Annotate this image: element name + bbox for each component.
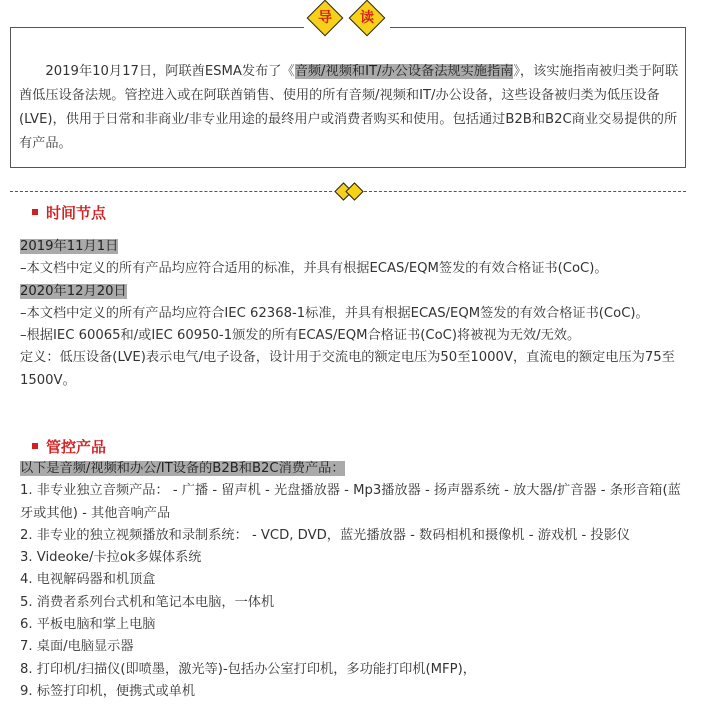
list-item: 6. 平板电脑和掌上电脑 bbox=[20, 617, 156, 633]
intro-text-before: 2019年10月17日，阿联酋ESMA发布了《 bbox=[45, 64, 295, 79]
list-item: 3. Videoke/卡拉ok多媒体系统 bbox=[20, 550, 202, 566]
timeline-item-2a: –本文档中定义的所有产品均应符合IEC 62368-1标准，并具有根据ECAS/EQM签发的有效合格证书(CoC)。 bbox=[20, 305, 649, 321]
date-tag-2: 2020年12月20日 bbox=[20, 283, 127, 299]
list-item: 5. 消费者系列台式机和笔记本电脑，一体机 bbox=[20, 594, 275, 610]
products-heading bbox=[32, 436, 106, 457]
square-bullet-icon bbox=[32, 443, 38, 449]
products-heading-label: 管控产品 bbox=[46, 438, 107, 456]
list-item: 7. 桌面/电脑显示器 bbox=[20, 639, 134, 655]
timeline-body bbox=[20, 236, 688, 392]
products-intro: 以下是音频/视频和办公/IT设备的B2B和B2C消费产品： bbox=[20, 461, 345, 476]
badge-char-2: 读 bbox=[360, 10, 374, 26]
square-bullet-icon bbox=[32, 209, 38, 215]
timeline-item-1: –本文档中定义的所有产品均应符合适用的标准，并具有根据ECAS/EQM签发的有效合格证书(CoC)。 bbox=[20, 261, 608, 277]
list-item: 8. 打印机/扫描仪(即喷墨，激光等)-包括办公室打印机，多功能打印机(MFP)， bbox=[20, 661, 476, 677]
list-item: 4. 电视解码器和机顶盒 bbox=[20, 572, 156, 588]
list-item: 9. 标签打印机，便携式或单机 bbox=[20, 683, 196, 699]
timeline-heading-label: 时间节点 bbox=[46, 204, 107, 222]
intro-text-after: 》，该实施指南被归类于阿联酋低压设备法规。管控进入或在阿联酋销售、使用的所有音频/视频和IT/办公设备，这些设备被归类为低压设备 (LVE)，供用于日常和非商业/非专业用途的最终用户或消费者购买和使用。包括通过B2B和B2C商业交易提供的所有产品。 bbox=[19, 64, 679, 151]
timeline-item-2b: –根据IEC 60065和/或IEC 60950-1颁发的所有ECAS/EQM合格证书(CoC)将被视为无效/无效。 bbox=[20, 328, 581, 344]
badge-diamond-2 bbox=[349, 0, 386, 36]
badge-diamond-1 bbox=[307, 0, 344, 36]
lve-definition: 定义：低压设备(LVE)表示电气/电子设备，设计用于交流电的额定电压为50至1000V，直流电的额定电压为75至1500V。 bbox=[20, 350, 675, 388]
list-item: 1. 非专业独立音频产品： - 广播 - 留声机 - 光盘播放器 - Mp3播放器 - 扬声器系统 - 放大器/扩音器 - 条形音箱(蓝牙或其他) - 其他音响产品 bbox=[20, 483, 681, 521]
intro-paragraph bbox=[19, 60, 679, 156]
intro-box bbox=[10, 27, 686, 168]
reading-guide-badge bbox=[304, 2, 390, 42]
divider-diamonds-icon bbox=[334, 182, 364, 202]
products-body bbox=[20, 458, 688, 703]
guide-title-highlight: 音频/视频和IT/办公设备法规实施指南 bbox=[294, 64, 514, 79]
timeline-heading bbox=[32, 202, 106, 223]
badge-char-1: 导 bbox=[318, 10, 332, 26]
date-tag-1: 2019年11月1日 bbox=[20, 239, 119, 254]
list-item: 2. 非专业的独立视频播放和录制系统： - VCD, DVD，蓝光播放器 - 数码相机和摄像机 - 游戏机 - 投影仪 bbox=[20, 527, 630, 543]
